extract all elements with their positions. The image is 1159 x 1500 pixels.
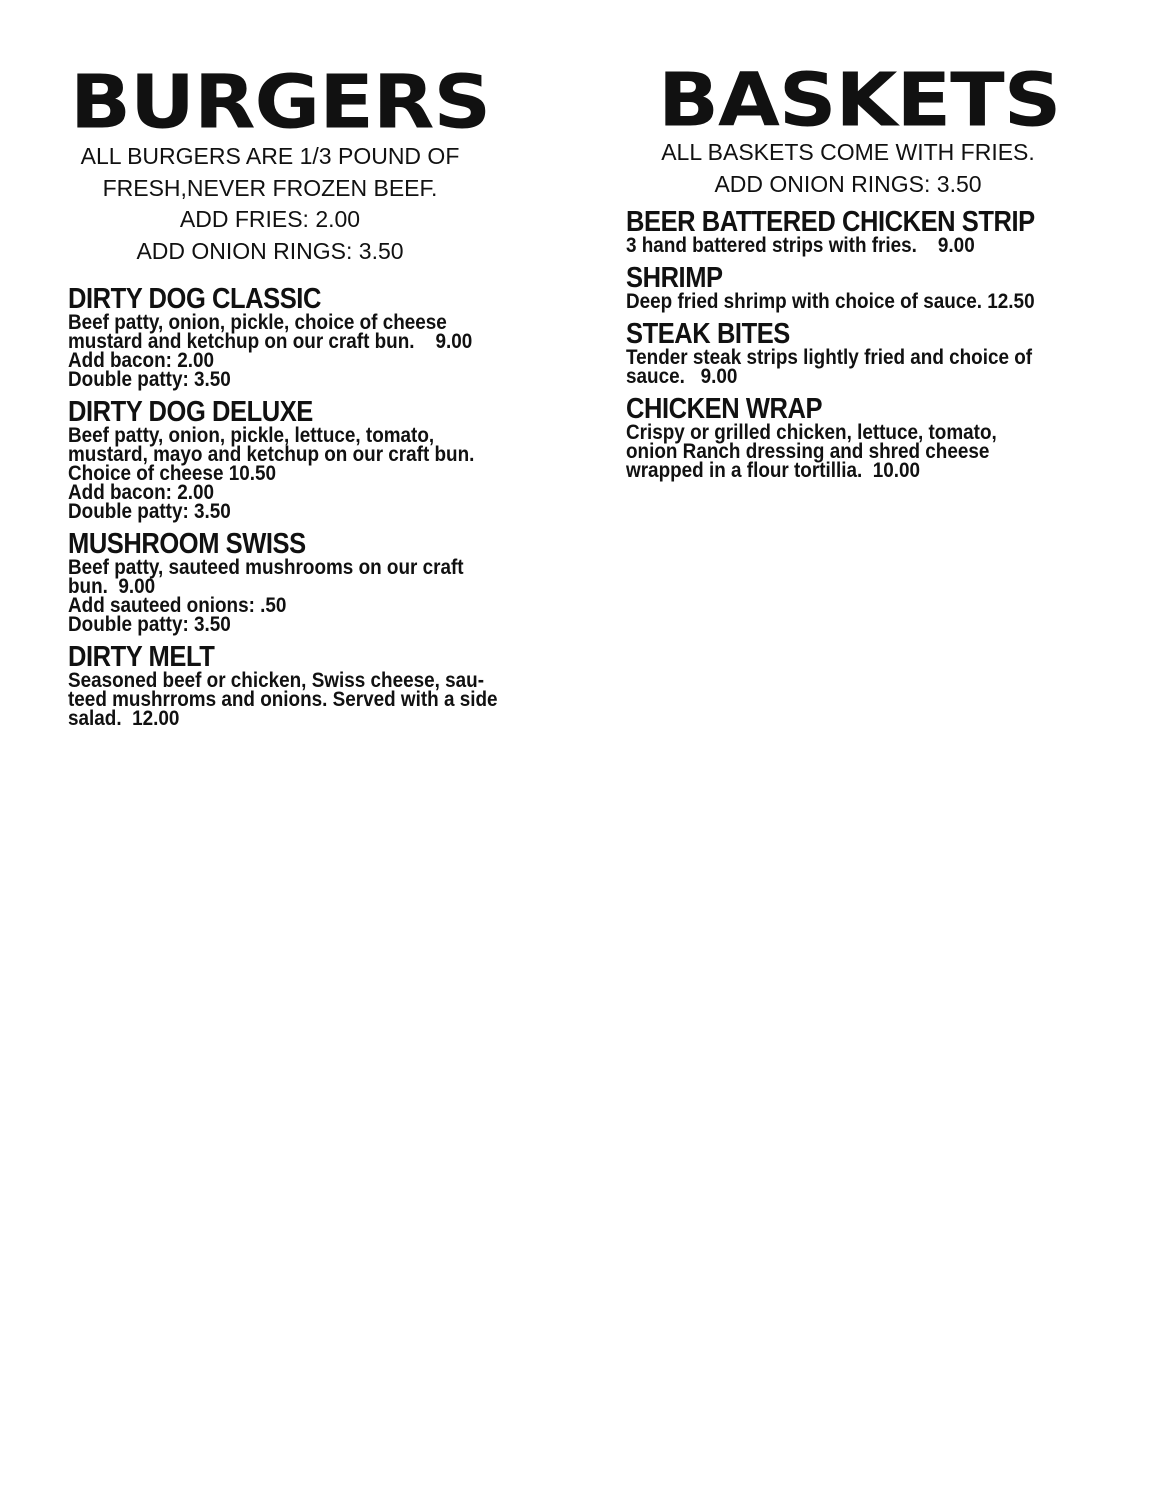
- item-description-line: Beef patty, onion, pickle, choice of cheese: [68, 311, 447, 334]
- item-name: BEER BATTERED CHICKEN STRIP: [626, 206, 1035, 238]
- item-description-line: Beef patty, sauteed mushrooms on our craft: [68, 556, 464, 579]
- burgers-intro-line: ADD FRIES: 2.00: [179, 206, 361, 232]
- burgers-item-list: [68, 283, 568, 738]
- item-name: MUSHROOM SWISS: [68, 528, 306, 560]
- item-description-line: salad. 12.00: [68, 707, 180, 730]
- item-description-line: Tender steak strips lightly fried and choice of: [626, 346, 1033, 369]
- item-description-line: bun. 9.00: [68, 575, 156, 598]
- menu-item-chicken-wrap: [626, 393, 1126, 482]
- item-description-line: teed mushrroms and onions. Served with a side: [68, 688, 498, 711]
- baskets-item-list: [626, 206, 1126, 490]
- item-name: DIRTY DOG DELUXE: [68, 396, 313, 428]
- baskets-intro-line: ALL BASKETS COME WITH FRIES.: [661, 139, 1035, 165]
- menu-item-beer-battered-chicken-strip: [626, 206, 1126, 257]
- item-addon-line: Double patty: 3.50: [68, 500, 231, 523]
- item-addon-line: Add bacon: 2.00: [68, 481, 214, 504]
- burgers-intro: [60, 141, 480, 267]
- menu-item-dirty-melt: [68, 641, 568, 730]
- item-description-line: Beef patty, onion, pickle, lettuce, tomato,: [68, 424, 435, 447]
- menu-item-dirty-dog-classic: [68, 283, 568, 391]
- item-description-line: onion Ranch dressing and shred cheese: [626, 440, 990, 463]
- item-description-line: mustard and ketchup on our craft bun. 9.00: [68, 330, 473, 353]
- item-description-line: Crispy or grilled chicken, lettuce, tomato,: [626, 421, 997, 444]
- menu-item-shrimp: [626, 262, 1126, 313]
- item-description-line: wrapped in a flour tortillia. 10.00: [626, 459, 921, 482]
- item-description-line: mustard, mayo and ketchup on our craft bun.: [68, 443, 475, 466]
- baskets-intro: [628, 137, 1068, 200]
- burgers-intro-line: ALL BURGERS ARE 1/3 POUND OF: [80, 143, 460, 169]
- item-name: DIRTY MELT: [68, 641, 215, 673]
- menu-item-dirty-dog-deluxe: [68, 396, 568, 523]
- burgers-intro-line: FRESH,NEVER FROZEN BEEF.: [102, 174, 438, 201]
- item-addon-line: Double patty: 3.50: [68, 368, 231, 391]
- baskets-intro-line: ADD ONION RINGS: 3.50: [714, 170, 982, 197]
- item-description-line: Seasoned beef or chicken, Swiss cheese, sau-: [68, 669, 484, 692]
- item-addon-line: Double patty: 3.50: [68, 613, 231, 636]
- item-name: SHRIMP: [626, 262, 723, 294]
- menu-item-steak-bites: [626, 318, 1126, 388]
- burgers-title: BURGERS: [70, 59, 491, 146]
- item-description-line: Choice of cheese 10.50: [68, 462, 277, 485]
- item-name: CHICKEN WRAP: [626, 393, 823, 425]
- item-name: STEAK BITES: [626, 318, 790, 350]
- item-description-line: 3 hand battered strips with fries. 9.00: [626, 234, 975, 257]
- item-description-line: Deep fried shrimp with choice of sauce. 12.50: [626, 290, 1035, 313]
- burgers-intro-line: ADD ONION RINGS: 3.50: [136, 237, 404, 264]
- menu-item-mushroom-swiss: [68, 528, 568, 636]
- baskets-title: BASKETS: [658, 57, 1061, 144]
- item-addon-line: Add sauteed onions: .50: [68, 594, 287, 617]
- item-description-line: sauce. 9.00: [626, 365, 738, 388]
- item-name: DIRTY DOG CLASSIC: [68, 283, 321, 315]
- item-addon-line: Add bacon: 2.00: [68, 349, 214, 372]
